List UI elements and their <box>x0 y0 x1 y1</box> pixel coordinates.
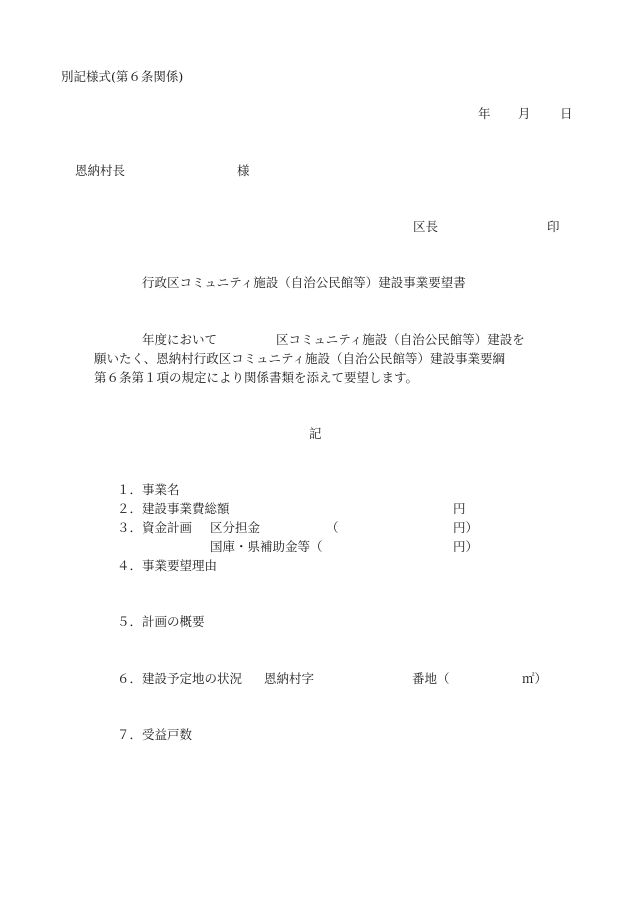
addressee-name: 恩納村長 <box>75 163 126 178</box>
item-3-sub1-label: 区分担金 <box>210 520 261 535</box>
date-year: 年 <box>478 106 491 121</box>
date-day: 日 <box>560 106 573 121</box>
item-1-number: １． <box>117 482 143 497</box>
item-6-banchi: 番地（ <box>412 671 450 686</box>
item-2-unit: 円 <box>453 501 466 516</box>
item-7-label: 受益戸数 <box>142 727 193 742</box>
item-3-sub2-unit: 円） <box>453 539 479 554</box>
body-line3: 第６条第１項の規定により関係書類を添えて要望します。 <box>94 370 419 385</box>
item-3-sub1-open: （ <box>326 520 339 535</box>
item-6-area-unit: ㎡） <box>522 671 548 686</box>
sender-title: 区長 <box>413 219 439 234</box>
item-4-number: ４． <box>117 558 143 573</box>
addressee-honorific: 様 <box>237 163 250 178</box>
item-2-label: 建設事業費総額 <box>142 501 230 516</box>
ki-heading: 記 <box>309 426 322 441</box>
item-6-label: 建設予定地の状況 <box>142 671 243 686</box>
seal-mark: 印 <box>547 219 560 234</box>
form-label: 別記様式(第６条関係) <box>61 69 184 84</box>
body-line1-b: 区コミュニティ施設（自治公民館等）建設を <box>276 332 525 347</box>
item-3-sub1-unit: 円） <box>453 520 479 535</box>
item-7-number: ７． <box>117 727 143 742</box>
document-title: 行政区コミュニティ施設（自治公民館等）建設事業要望書 <box>142 275 466 290</box>
body-line2: 願いたく、恩納村行政区コミュニティ施設（自治公民館等）建設事業要綱 <box>94 351 506 366</box>
item-3-label: 資金計画 <box>142 520 193 535</box>
date-month: 月 <box>518 106 531 121</box>
item-5-label: 計画の概要 <box>142 614 205 629</box>
item-2-number: ２． <box>117 501 143 516</box>
body-line1-a: 年度において <box>142 332 218 347</box>
item-1-label: 事業名 <box>142 482 180 497</box>
item-5-number: ５． <box>117 614 143 629</box>
item-6-number: ６． <box>117 671 143 686</box>
item-4-label: 事業要望理由 <box>142 558 218 573</box>
item-3-number: ３． <box>117 520 143 535</box>
item-6-village: 恩納村字 <box>264 671 315 686</box>
item-3-sub2-label: 国庫・県補助金等（ <box>210 539 323 554</box>
